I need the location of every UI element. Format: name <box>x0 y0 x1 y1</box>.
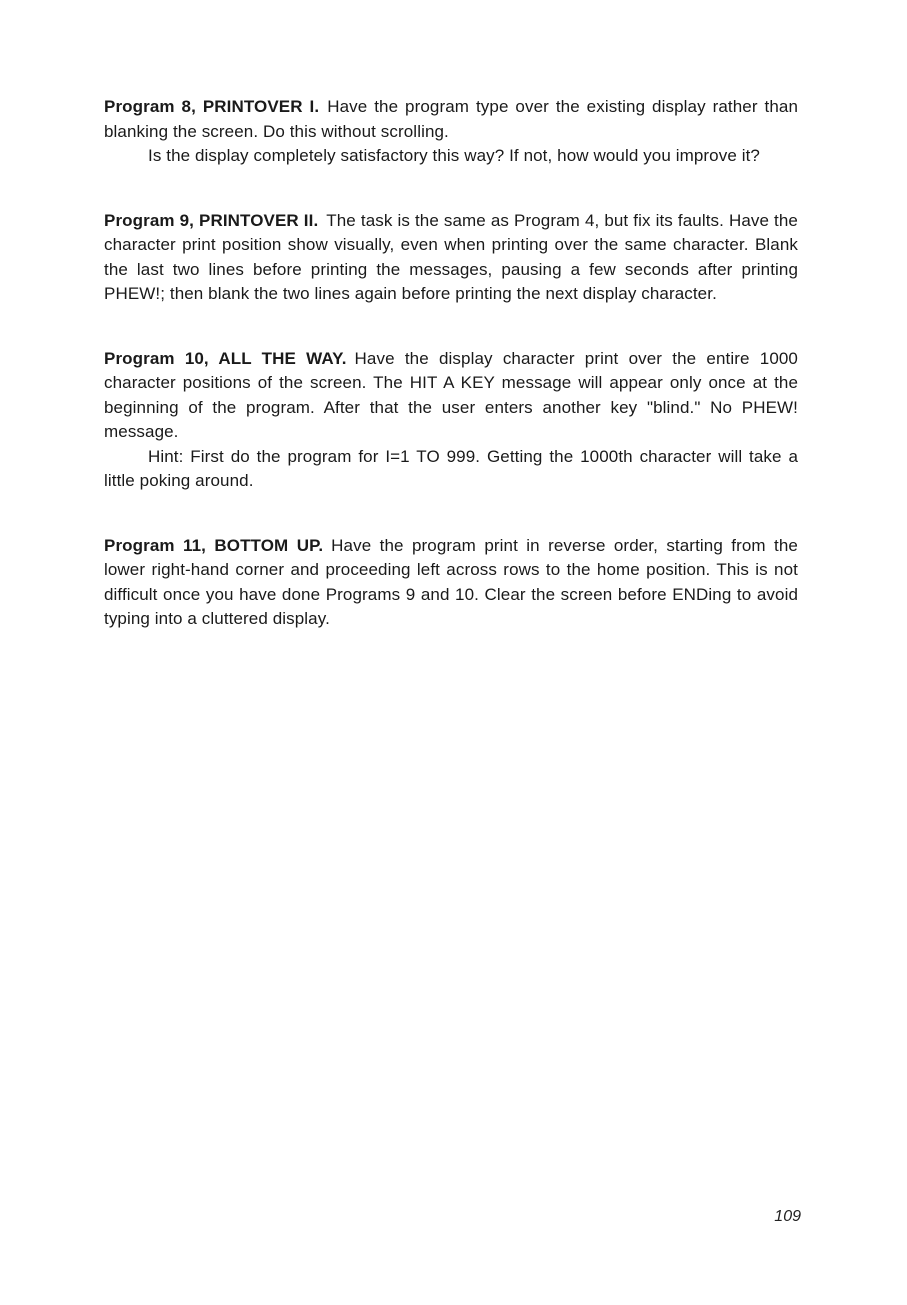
program-11-heading: Program 11, BOTTOM UP. <box>104 535 324 555</box>
program-10-paragraph-1 <box>104 347 798 445</box>
program-11-section <box>104 534 798 632</box>
program-9-section <box>104 209 798 307</box>
program-10-text-1: Have the display character print over the entire 1000 character positions of the screen. The HIT A KEY message will appear only once at the beginning of the program. After that the user enters another key "blind." No PHEW! message. <box>104 348 798 441</box>
program-11-text-1: Have the program print in reverse order, starting from the lower right-hand corner and proceeding left across rows to the home position. This is not difficult once you have done Programs 9 and 10. Clear the screen before ENDing to avoid typing into a cluttered display. <box>104 535 798 628</box>
program-9-text-1: The task is the same as Program 4, but fix its faults. Have the character print position show visually, even when printing over the same character. Blank the last two lines before printing the messages, pausing a few seconds after printing PHEW!; then blank the two lines again before printing the next display character. <box>104 210 798 303</box>
program-8-heading: Program 8, PRINTOVER I. <box>104 97 320 116</box>
program-9-paragraph-1 <box>104 209 798 307</box>
page-body <box>104 95 798 672</box>
program-8-section <box>104 95 798 169</box>
program-10-hint: Hint: First do the program for I=1 TO 999. Getting the 1000th character will take a little poking around. <box>104 446 798 490</box>
program-10-section <box>104 347 798 494</box>
program-8-text-1: Have the program type over the existing display rather than blanking the screen. Do this without scrolling. <box>104 97 799 141</box>
program-9-heading: Program 9, PRINTOVER II. <box>104 210 319 230</box>
program-8-paragraph-1 <box>104 95 798 144</box>
program-11-paragraph-1 <box>104 534 798 632</box>
page-number: 109 <box>774 1208 801 1225</box>
program-10-heading: Program 10, ALL THE WAY. <box>104 348 347 368</box>
program-8-paragraph-2: Is the display completely satisfactory this way? If not, how would you improve it? <box>148 146 760 165</box>
